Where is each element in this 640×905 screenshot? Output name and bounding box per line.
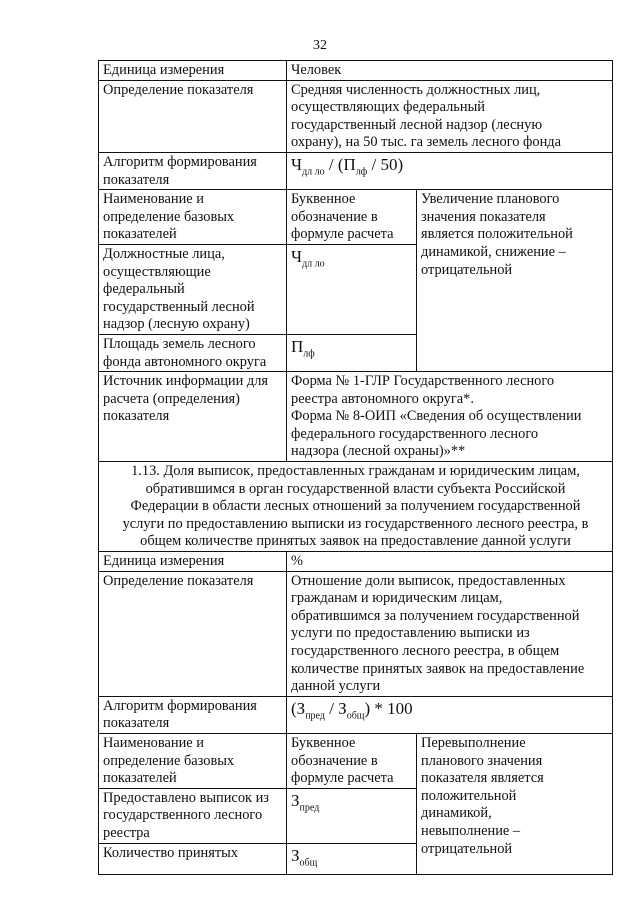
officials-symbol — [287, 244, 417, 334]
definition-line: данной услуги — [291, 678, 381, 695]
algorithm-label-line: показателя — [103, 171, 170, 188]
letter-label-line: формуле расчета — [291, 770, 394, 787]
definition-line: обратившимся за получением государственной — [291, 607, 580, 624]
letter-label-line: обозначение в — [291, 752, 378, 769]
base-header-row — [99, 190, 613, 245]
algorithm-formula — [287, 152, 613, 189]
definition-row — [99, 80, 613, 152]
section-title-line: услуги по предоставлению выписки из государственного лесного реестра, в — [122, 515, 589, 532]
source-value — [287, 372, 613, 462]
definition-line: количестве принятых заявок на предоставление — [291, 660, 585, 677]
unit-value: % — [287, 552, 613, 572]
definition-line: услуги по предоставлению выписки из — [291, 625, 530, 642]
formula-subscript: лф — [355, 166, 368, 178]
officials-line: надзор (лесную охрану) — [103, 316, 250, 333]
area-symbol — [287, 334, 417, 371]
unit-value: Человек — [287, 61, 613, 81]
definition-line: Отношение доли выписок, предоставленных — [291, 572, 566, 589]
accepted-label — [99, 843, 287, 874]
dynamics-line: является положительной — [421, 226, 573, 243]
provided-line: реестра — [103, 824, 150, 841]
algorithm-label-line: показателя — [103, 715, 170, 732]
area-label — [99, 334, 287, 371]
formula-part: Ч — [291, 154, 303, 174]
symbol-subscript: пред — [299, 802, 320, 814]
dynamics-line: отрицательной — [421, 261, 513, 278]
section-title-line: общем количестве принятых заявок на предоставление данной услуги — [140, 533, 571, 550]
algorithm-label — [99, 696, 287, 733]
source-line: федерального государственного лесного — [291, 425, 539, 442]
definition-row — [99, 571, 613, 696]
base-header-row — [99, 733, 613, 788]
section-title-line: Федерации в области лесных отношений за получением государственной — [130, 498, 581, 515]
formula-part: / 50) — [367, 154, 404, 174]
symbol-base: З — [291, 845, 300, 865]
dynamics-line: Перевыполнение — [421, 734, 526, 751]
letter-label — [287, 190, 417, 245]
area-line: Площадь земель лесного — [103, 335, 256, 352]
officials-line: осуществляющие — [103, 263, 211, 280]
letter-label-line: обозначение в — [291, 208, 378, 225]
algorithm-label — [99, 152, 287, 189]
source-line: Форма № 8-ОИП «Сведения об осуществлении — [291, 408, 582, 425]
source-label-line: Источник информации для — [103, 373, 269, 390]
symbol-base: Ч — [291, 246, 303, 266]
algorithm-formula — [287, 696, 613, 733]
source-line: Форма № 1-ГЛР Государственного лесного — [291, 373, 555, 390]
formula-part: (З — [291, 698, 306, 718]
unit-row — [99, 552, 613, 572]
source-line: реестра автономного округа*. — [291, 390, 474, 407]
section-title-line: 1.13. Доля выписок, предоставленных гражданам и юридическим лицам, — [131, 463, 580, 480]
source-row — [99, 372, 613, 462]
section-title-row — [99, 462, 613, 552]
definition-line: охрану), на 50 тыс. га земель лесного фонда — [291, 134, 561, 151]
section-title-line: обратившимся в орган государственной власти субъекта Российской — [145, 480, 566, 497]
base-name-line: показателей — [103, 226, 177, 243]
dynamics-line: планового значения — [421, 752, 543, 769]
definition-label: Определение показателя — [99, 571, 287, 696]
source-label-line: расчета (определения) — [103, 390, 240, 407]
letter-label — [287, 733, 417, 788]
formula — [291, 154, 404, 178]
symbol-subscript: лф — [303, 348, 315, 360]
area-line: фонда автономного округа — [103, 353, 267, 370]
symbol — [291, 790, 320, 814]
algorithm-row — [99, 152, 613, 189]
accepted-symbol — [287, 843, 417, 874]
base-name-line: определение базовых — [103, 208, 235, 225]
definition-line: Средняя численность должностных лиц, — [291, 81, 541, 98]
definition-value — [287, 571, 613, 696]
symbol-base: П — [291, 336, 304, 356]
symbol-subscript: дл ло — [302, 258, 325, 270]
dynamics-note — [417, 733, 613, 874]
definition-line: гражданам и юридическим лицам, — [291, 590, 503, 607]
section-title — [99, 462, 613, 552]
page-number: 32 — [313, 38, 327, 53]
base-name-line: определение базовых — [103, 752, 235, 769]
base-name-line: Наименование и — [103, 191, 204, 208]
dynamics-line: Увеличение планового — [421, 191, 560, 208]
base-name-label — [99, 190, 287, 245]
source-label — [99, 372, 287, 462]
definition-label: Определение показателя — [99, 80, 287, 152]
definition-line: государственного лесного реестра, в общем — [291, 643, 560, 659]
algorithm-row — [99, 696, 613, 733]
source-label-line: показателя — [103, 408, 170, 425]
dynamics-line: положительной — [421, 787, 517, 804]
unit-label: Единица измерения — [99, 552, 287, 572]
accepted-line: Количество принятых — [103, 844, 238, 861]
algorithm-label-line: Алгоритм формирования — [103, 697, 257, 714]
formula-subscript: дл ло — [302, 166, 325, 178]
provided-label — [99, 788, 287, 843]
unit-row — [99, 61, 613, 81]
formula — [291, 698, 413, 722]
officials-line: Должностные лица, — [103, 245, 225, 262]
formula-subscript: пред — [305, 710, 325, 722]
letter-label-line: формуле расчета — [291, 226, 394, 243]
dynamics-line: динамикой, — [421, 805, 492, 822]
base-name-label — [99, 733, 287, 788]
formula-part: ) * 100 — [364, 698, 413, 718]
provided-line: Предоставлено выписок из — [103, 789, 269, 806]
provided-symbol — [287, 788, 417, 843]
dynamics-line: показателя является — [421, 770, 544, 787]
base-name-line: Наименование и — [103, 734, 204, 751]
dynamics-line: невыполнение – — [421, 822, 521, 839]
definition-value — [287, 80, 613, 152]
dynamics-note — [417, 190, 613, 372]
symbol-base: З — [291, 790, 300, 810]
letter-label-line: Буквенное — [291, 734, 356, 751]
base-name-line: показателей — [103, 770, 177, 787]
definition-line: осуществляющих федеральный — [291, 99, 485, 116]
provided-line: государственного лесного — [103, 807, 263, 824]
formula-part: / (П — [324, 154, 356, 174]
dynamics-line: значения показателя — [421, 208, 546, 225]
officials-line: государственный лесной — [103, 298, 255, 315]
symbol — [291, 845, 318, 868]
letter-label-line: Буквенное — [291, 191, 356, 208]
algorithm-label-line: Алгоритм формирования — [103, 153, 257, 170]
source-line: надзора (лесной охраны)»** — [291, 443, 466, 460]
symbol — [291, 246, 325, 270]
officials-label — [99, 244, 287, 334]
indicator-table — [98, 60, 613, 875]
formula-part: / З — [324, 698, 347, 718]
unit-label: Единица измерения — [99, 61, 287, 81]
symbol — [291, 336, 315, 360]
definition-line: государственный лесной надзор (лесную — [291, 116, 543, 133]
formula-subscript: общ — [346, 710, 365, 722]
dynamics-line: отрицательной — [421, 840, 513, 857]
dynamics-line: динамикой, снижение – — [421, 243, 566, 260]
officials-line: федеральный — [103, 281, 185, 298]
symbol-subscript: общ — [299, 856, 318, 868]
